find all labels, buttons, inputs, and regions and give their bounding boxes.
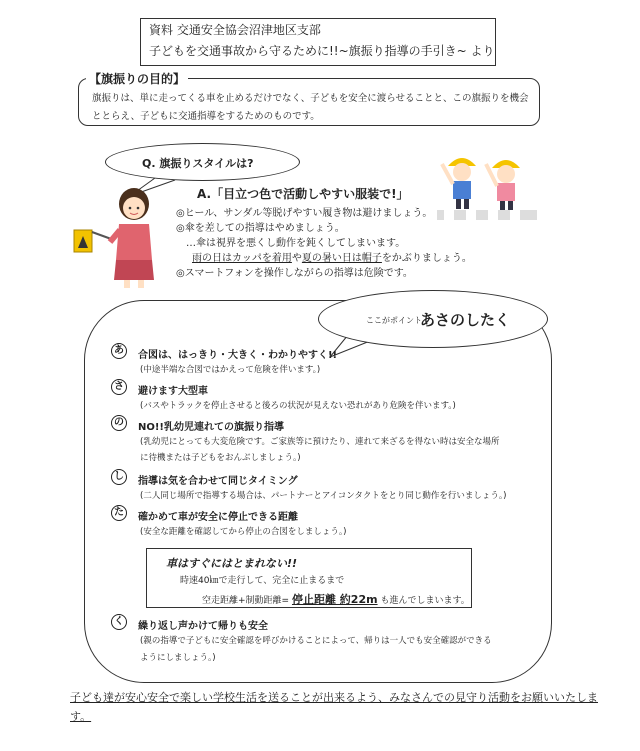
point-ta-icon: た	[111, 505, 127, 521]
source-box	[140, 18, 496, 66]
point-a-heading: 合図は、はっきり・大きく・わかりやすく!!	[138, 350, 338, 361]
jacket	[116, 224, 152, 260]
point-ku-icon: く	[111, 614, 127, 630]
point-sa-icon: さ	[111, 379, 127, 395]
point-no-heading: NO!!乳幼児連れての旗振り指導	[138, 422, 284, 433]
stop-line-2-end: も進んでしまいます。	[380, 596, 470, 606]
closing-message: 子ども達が安心安全で楽しい学校生活を送ることが出来るよう、みなさんでの見守り活動をお願いいたします。	[70, 691, 598, 723]
kid-2	[497, 183, 515, 201]
tip-umbrella: ◎傘を差しての指導はやめましょう。	[176, 223, 345, 234]
tip-rain-mid: や	[291, 253, 302, 264]
skirt	[114, 260, 154, 280]
purpose-text: 旗振りは、単に走ってくる車を止めるだけでなく、子どもを安全に渡らせることと、この旗振りを機会ととらえ、子どもに交通指導をするためのものです。	[92, 93, 529, 122]
source-line-1: 資料 交通安全協会沼津地区支部	[149, 23, 321, 37]
answer-text: A.「目立つ色で活動しやすい服装で!」	[197, 187, 409, 201]
children-illustration	[432, 150, 542, 225]
source-line-2: 子どもを交通事故から守るために!!~旗振り指導の手引き~ より	[149, 44, 495, 58]
points-label-big: あさのしたく	[420, 311, 511, 329]
stop-title: 車はすぐにはとまれない!!	[166, 557, 298, 570]
purpose-title: 【旗振りの目的】	[86, 70, 188, 87]
points-label-small: ここがポイント	[366, 316, 422, 325]
tip-rain-raincoat: 雨の日はカッパを着用	[192, 253, 292, 264]
point-ku-desc-2: ようにしましょう。)	[140, 653, 216, 663]
tip-umbrella-note: …傘は視界を悪くし動作を鈍くしてしまいます。	[186, 238, 406, 249]
question-text: Q. 旗振りスタイルは?	[142, 157, 254, 170]
point-no-desc-2: に待機または子どもをおんぶしましょう。)	[140, 453, 301, 463]
point-no-desc-1: (乳幼児にとっても大変危険です。ご家族等に預けたり、連れて来ざるを得ない時は安全な場所	[140, 437, 500, 447]
stop-line-2	[202, 591, 470, 607]
tip-shoes: ◎ヒール、サンダル等脱げやすい履き物は避けましょう。	[176, 208, 433, 219]
point-sa-desc: (バスやトラックを停止させると後ろの状況が見えない恐れがあり危険を伴います。)	[140, 401, 456, 411]
tip-rain-hat: 夏の暑い日は帽子	[301, 253, 382, 264]
point-shi-icon: し	[111, 469, 127, 485]
point-ku-desc-1: (親の指導で子どもに安全確認を呼びかけることによって、帰りは一人でも安全確認ができる	[140, 636, 492, 646]
stop-formula: 空走距離+制動距離=	[202, 596, 290, 606]
kid-1	[453, 181, 471, 199]
point-a-desc: (中途半端な合図ではかえって危険を伴います。)	[140, 365, 321, 375]
stop-distance-value: 停止距離 約22m	[291, 593, 378, 606]
point-ta-desc: (安全な距離を確認してから停止の合図をしましょう。)	[140, 527, 347, 537]
point-shi-desc: (二人同じ場所で指導する場合は、パートナーとアイコンタクトをとり同じ動作を行いましょう。)	[140, 491, 507, 501]
tip-rain-end: をかぶりましょう。	[381, 253, 472, 264]
stop-line-1: 時速40㎞で走行して、完全に止まるまで	[180, 576, 345, 586]
point-ku-heading: 繰り返し声かけて帰りも安全	[138, 621, 268, 632]
tip-rain	[192, 252, 472, 266]
crossing-guard-illustration	[64, 180, 174, 290]
point-sa-heading: 避けます大型車	[138, 386, 208, 397]
point-ta-heading: 確かめて車が安全に停止できる距離	[138, 512, 298, 523]
tip-smartphone: ◎スマートフォンを操作しながらの指導は危険です。	[176, 268, 413, 279]
point-a-icon: あ	[111, 343, 127, 359]
point-no-icon: の	[111, 415, 127, 431]
point-shi-heading: 指導は気を合わせて同じタイミング	[138, 476, 298, 487]
